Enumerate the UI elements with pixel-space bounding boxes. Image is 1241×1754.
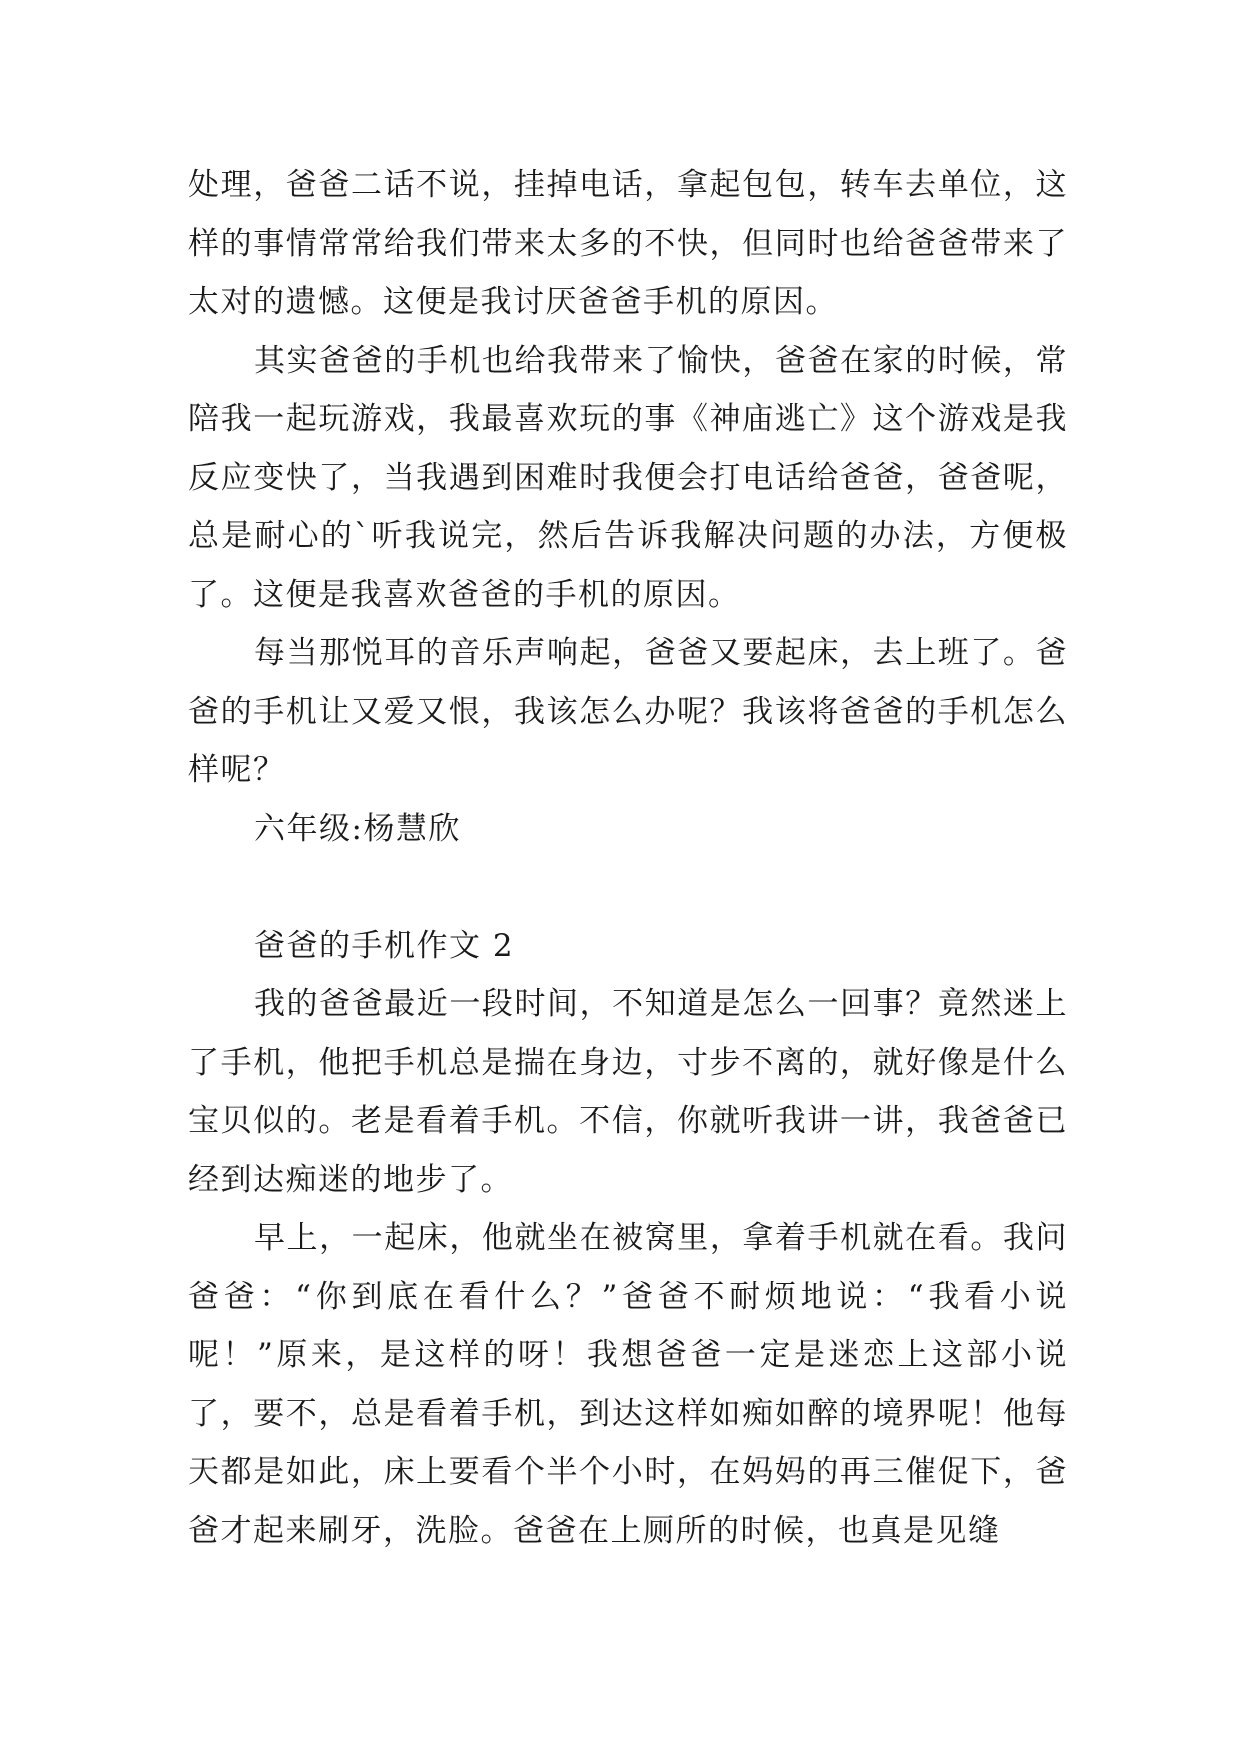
- document-body: [188, 156, 1068, 1560]
- section-title: 爸爸的手机作文 2: [254, 927, 515, 964]
- paragraph-morning: 早上，一起床，他就坐在被窝里，拿着手机就在看。我问爸爸：“你到底在看什么？”爸爸不耐烦地说：“我看小说呢！”原来，是这样的呀！我想爸爸一定是迷恋上这部小说了，要不，总是看着手机，到达这样如痴如醉的境界呢！他每天都是如此，床上要看个半个小时，在妈妈的再三催促下，爸爸才起来刷牙，洗脸。爸爸在上厕所的时候，也真是见缝: [188, 1220, 1068, 1549]
- paragraph-obsessed: 我的爸爸最近一段时间，不知道是怎么一回事？竟然迷上了手机，他把手机总是揣在身边，寸步不离的，就好像是什么宝贝似的。老是看着手机。不信，你就听我讲一讲，我爸爸已经到达痴迷的地步了。: [188, 986, 1068, 1198]
- paragraph-phone-joy: 其实爸爸的手机也给我带来了愉快，爸爸在家的时候，常陪我一起玩游戏，我最喜欢玩的事《神庙逃亡》这个游戏是我反应变快了，当我遇到困难时我便会打电话给爸爸，爸爸呢，总是耐心的`听我说完，然后告诉我解决问题的办法，方便极了。这便是我喜欢爸爸的手机的原因。: [188, 342, 1068, 613]
- author-signature: 六年级:杨慧欣: [254, 810, 461, 847]
- paragraph-continued: 处理，爸爸二话不说，挂掉电话，拿起包包，转车去单位，这样的事情常常给我们带来太多的不快，但同时也给爸爸带来了太对的遗憾。这便是我讨厌爸爸手机的原因。: [188, 167, 1068, 320]
- section-spacer: [188, 858, 1068, 917]
- paragraph-love-hate: 每当那悦耳的音乐声响起，爸爸又要起床，去上班了。爸爸的手机让又爱又恨，我该怎么办呢？我该将爸爸的手机怎么样呢？: [188, 635, 1068, 788]
